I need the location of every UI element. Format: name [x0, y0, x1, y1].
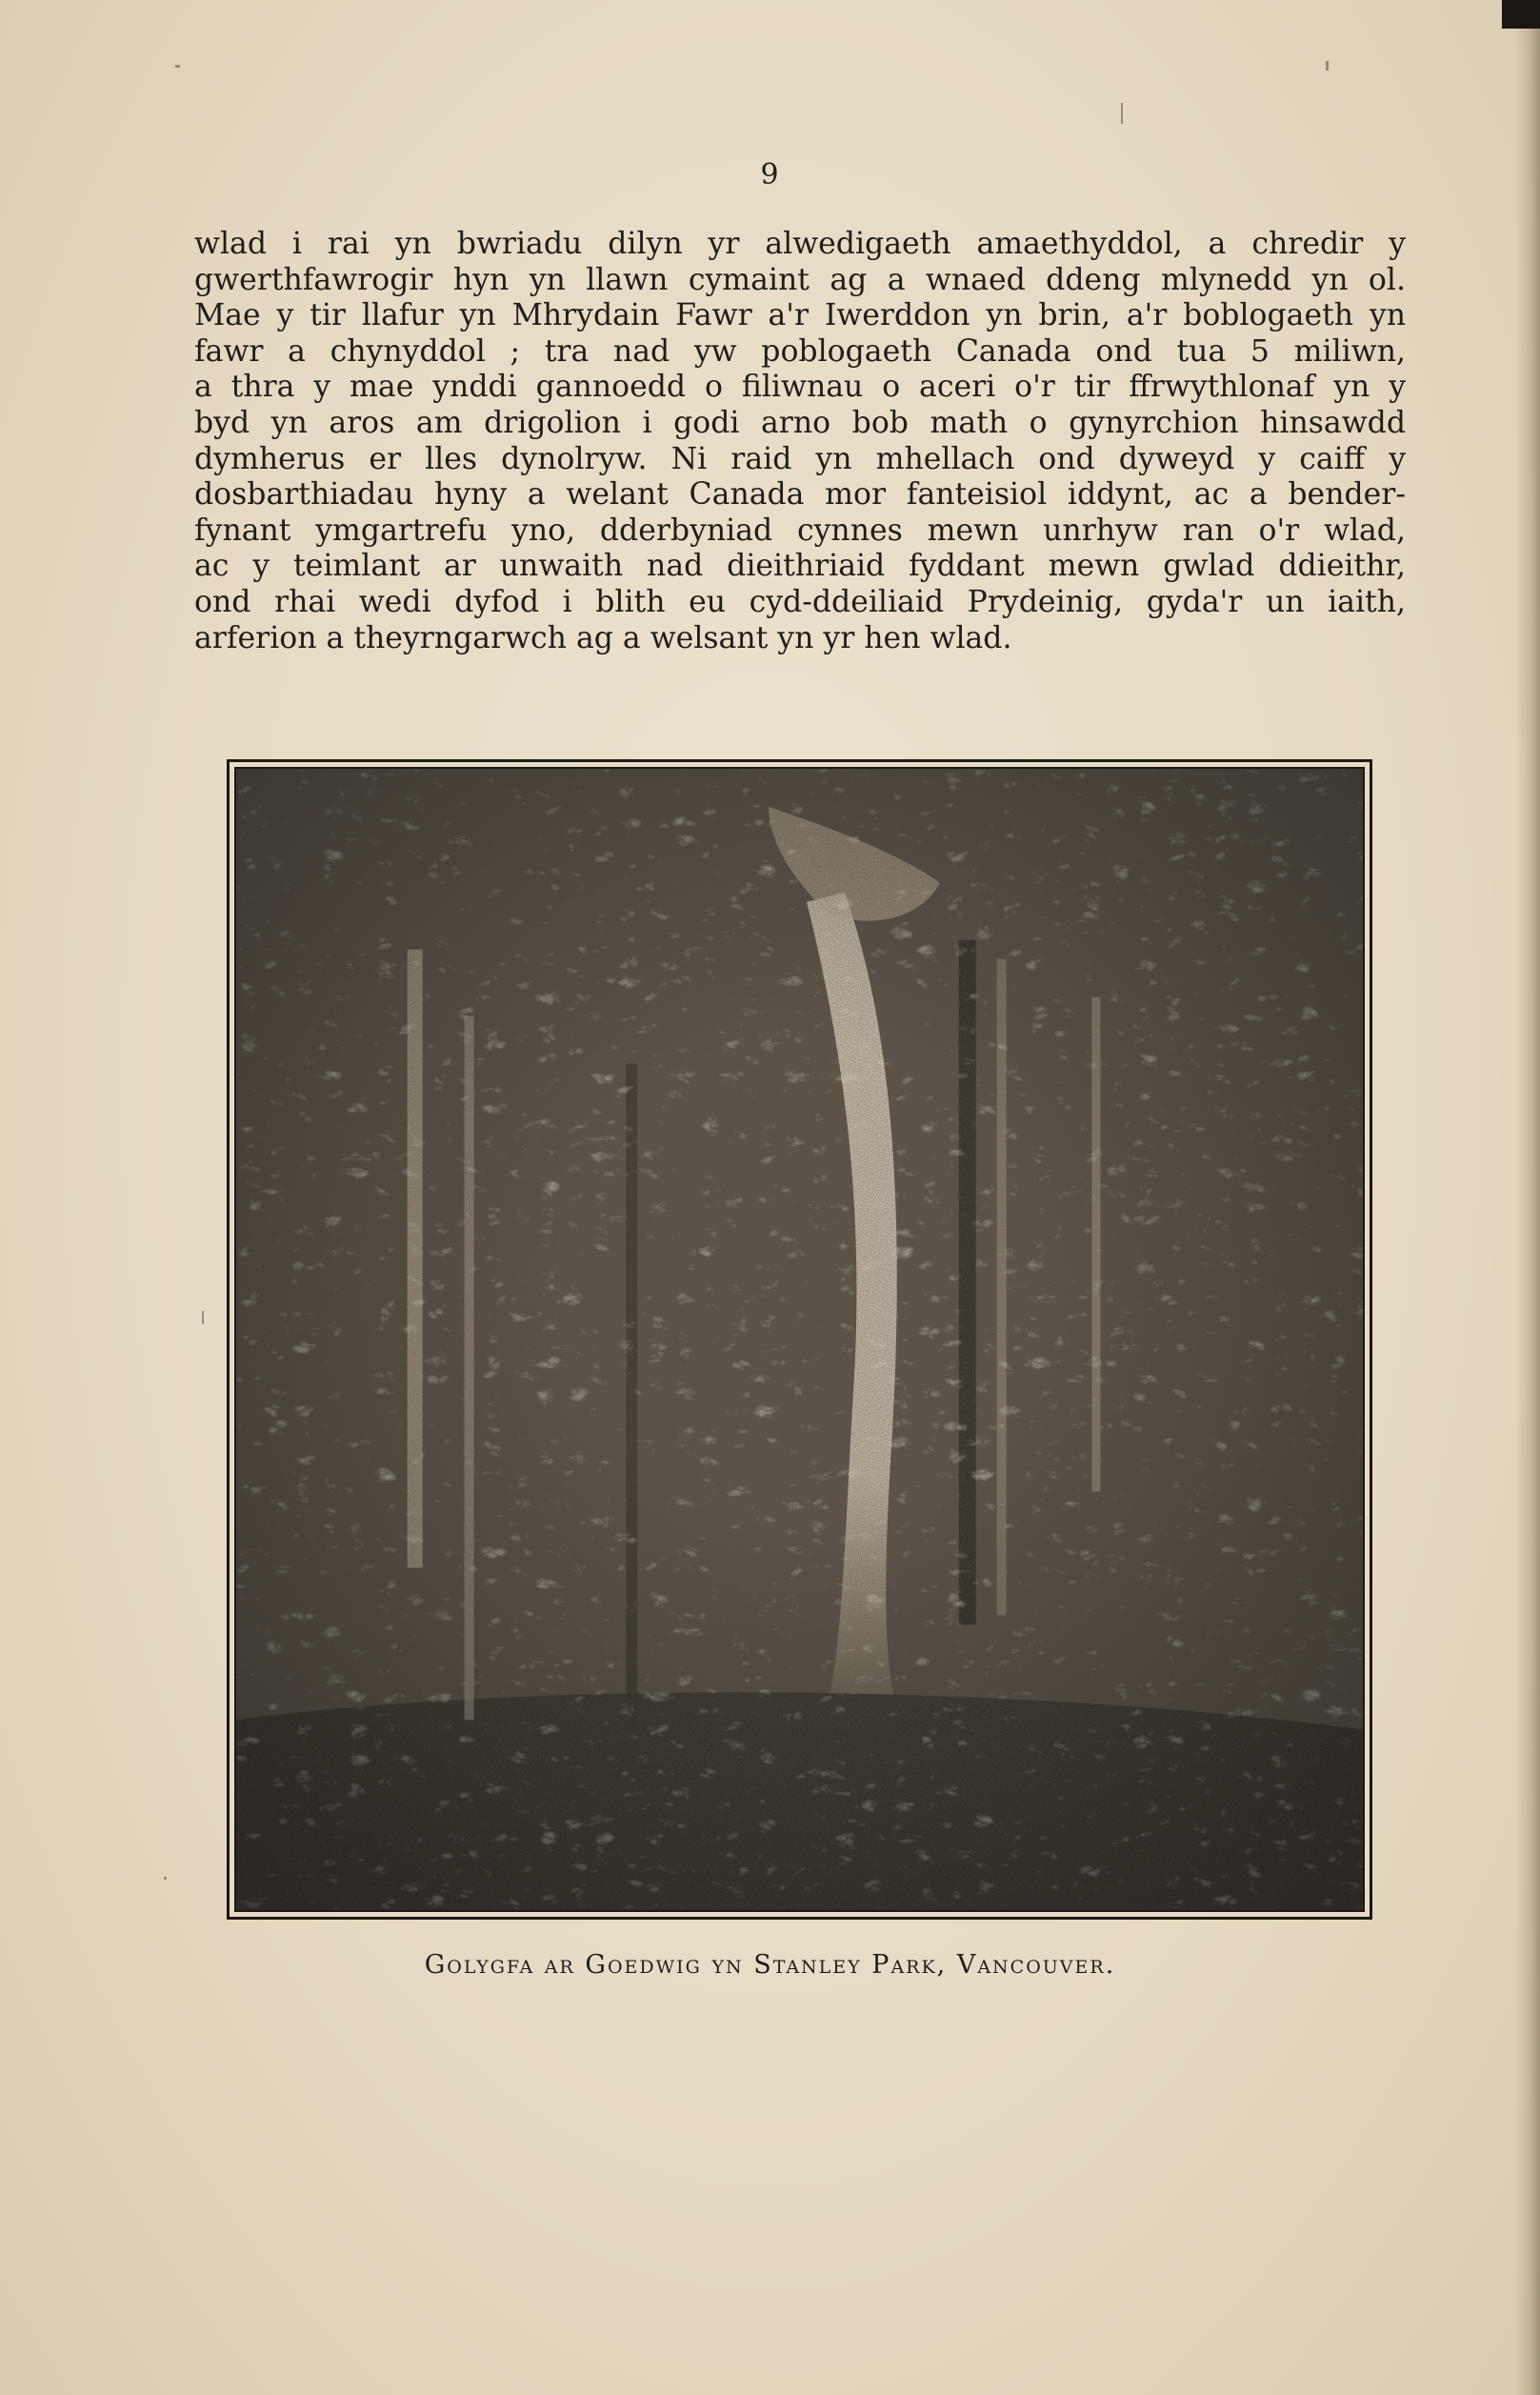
paragraph-line: dymherus er lles dynolryw. Ni raid yn mhellach ond dyweyd y caiff y — [194, 441, 1406, 476]
corner-mark — [1502, 0, 1540, 29]
paragraph-line: fynant ymgartrefu yno, dderbyniad cynnes mewn unrhyw ran o'r wlad, — [194, 513, 1406, 548]
paragraph-line: a thra y mae ynddi gannoedd o filiwnau o aceri o'r tir ffrwythlonaf yn y — [194, 370, 1406, 405]
paper-speck — [1121, 103, 1123, 124]
paragraph-line: fawr a chynyddol ; tra nad yw poblogaeth Canada ond tua 5 miliwn, — [194, 333, 1406, 369]
page-edge-shadow — [1515, 0, 1540, 2395]
paragraph-line: arferion a theyrngarwch ag a welsant yn yr hen wlad. — [194, 620, 1012, 655]
paragraph-line: ac y teimlant ar unwaith nad dieithriaid fyddant mewn gwlad ddieithr, — [194, 549, 1406, 584]
paper-speck — [202, 1311, 204, 1324]
forest-engraving — [234, 767, 1365, 1912]
paper-speck — [175, 65, 180, 68]
page-number: 9 — [760, 158, 780, 191]
paper-speck — [164, 1877, 167, 1880]
figure-caption: Golygfa ar Goedwig yn Stanley Park, Vancouver. — [424, 1950, 1116, 1980]
paragraph-line: gwerthfawrogir hyn yn llawn cymaint ag a wnaed ddeng mlynedd yn ol. — [194, 262, 1406, 297]
paragraph-line: wlad i rai yn bwriadu dilyn yr alwedigaeth amaethyddol, a chredir y — [194, 227, 1406, 261]
figure-frame — [227, 759, 1372, 1920]
body-paragraph — [194, 227, 1406, 656]
paragraph-line: byd yn aros am drigolion i godi arno bob math o gynyrchion hinsawdd — [194, 405, 1406, 440]
paper-speck — [1326, 61, 1329, 70]
paragraph-line: Mae y tir llafur yn Mhrydain Fawr a'r Iwerddon yn brin, a'r boblogaeth yn — [194, 298, 1406, 333]
paragraph-line: ond rhai wedi dyfod i blith eu cyd-ddeiliaid Prydeinig, gyda'r un iaith, — [194, 584, 1406, 619]
paragraph-line: dosbarthiadau hyny a welant Canada mor fanteisiol iddynt, ac a bender- — [194, 477, 1406, 513]
forest-engraving-image — [236, 769, 1363, 1910]
